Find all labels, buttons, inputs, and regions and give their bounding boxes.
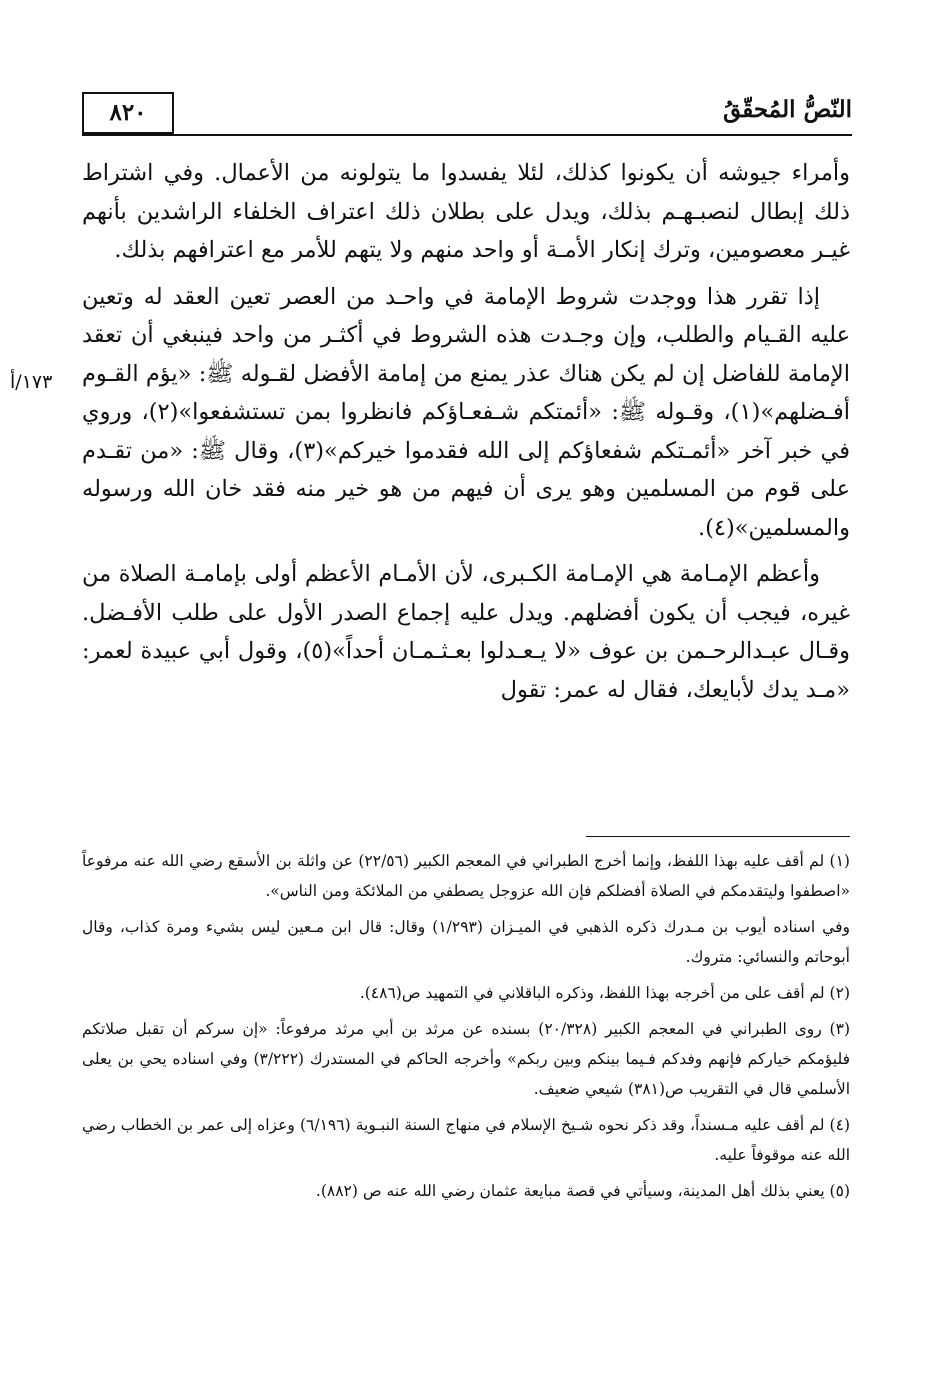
footnote-1: (١) لم أقف عليه بهذا اللفظ، وإنما أخرج الطبراني في المعجم الكبير (٢٢/٥٦) عن واثلة بن الأسقع رضي الله عنه مرفوعاً «اصطفوا وليتقدمكم في الصلاة أفضلكم فإن الله عزوجل يصطفي من الملائكة ومن الناس». — [82, 852, 850, 900]
footnote-1-continuation: وفي اسناده أيوب بن مـدرك ذكره الذهبي في الميـزان (١/٢٩٣) وقال: قال ابن مـعين ليس بشيء ومرة كذاب، وقال أبوحاتم والنسائي: متروك. — [82, 918, 850, 966]
paragraph-1: وأمراء جيوشه أن يكونوا كذلك، لئلا يفسدوا ما يتولونه من الأعمال. وفي اشتراط ذلك إبطال لنصبـهـم بذلك، ويدل على بطلان ذلك اعتراف الخلفاء الراشدين بأنهم غيـر معصومين، وترك إنكار الأمـة أو واحد منهم ولا يتهم للأمر مع اعترافهم بذلك. — [82, 160, 850, 263]
footnote-4: (٤) لم أقف عليه مـسنداً، وقد ذكر نحوه شـيخ الإسلام في منهاج السنة النبـوية (٦/١٩٦) وعزاه إلى عمر بن الخطاب رضي الله عنه موقوفاً عليه. — [82, 1116, 850, 1164]
footnotes — [82, 846, 850, 1212]
footnote-2: (٢) لم أقف على من أخرجه بهذا اللفظ، وذكره الباقلاني في التمهيد ص(٤٨٦). — [359, 984, 850, 1002]
header-rule — [82, 134, 852, 136]
footnote-3: (٣) روى الطبراني في المعجم الكبير (٢٠/٣٢٨) بسنده عن مرثد بن أبي مرثد مرفوعاً: «إن سركم أن تقبل صلاتكم فليؤمكم خياركم فإنهم وفدكم فـيما بينكم وبين ربكم» وأخرجه الحاكم في المستدرك (٣/٢٢٢) وفي اسناده يحي بن يعلى الأسلمي قال في التقريب ص(٣٨١) شيعي ضعيف. — [82, 1020, 850, 1098]
paragraph-2: إذا تقرر هذا ووجدت شروط الإمامة في واحـد من العصر تعين العقد له وتعين عليه القـيام والطلب، وإن وجـدت هذه الشروط في أكثـر من واحد فينبغي أن تعقد الإمامة للفاضل إن لم يكن هناك عذر يمنع من إمامة الأفضل لقـوله ﷺ: «يؤم القـوم أفـضلهم»(١)، وقـوله ﷺ: «أئمتكم شـفعـاؤكم فانظروا بمن تستشفعوا»(٢)، وروي في خبر آخر «أئمـتكم شفعاؤكم إلى الله فقدموا خيركم»(٣)، وقال ﷺ: «من تقـدم على قوم من المسلمين وهو يرى أن فيهم من هو خير منه فقد خان الله ورسوله والمسلمين»(٤). — [82, 283, 851, 541]
page-header — [82, 92, 852, 138]
footnote-5: (٥) يعني بذلك أهل المدينة، وسيأتي في قصة مبايعة عثمان رضي الله عنه ص (٨٨٢). — [315, 1182, 850, 1200]
paragraph-3: وأعظم الإمـامة هي الإمـامة الكـبرى، لأن الأمـام الأعظم أولى بإمامـة الصلاة من غيره، فيجب أن يكون أفضلهم. ويدل عليه إجماع الصدر الأول على طلب الأفـضل. وقـال عبـدالرحـمن بن عوف «لا يـعـدلوا بعـثـمـان أحداً»(٥)، وقول أبي عبيدة لعمر: «مـد يدك لأبايعك، فقال له عمر: تقول — [82, 561, 850, 703]
margin-folio-reference: ١٧٣/أ — [10, 371, 53, 393]
main-text — [82, 154, 850, 717]
running-title: النّصُّ المُحقّقُ — [723, 96, 852, 123]
page-number: ٨٢٠ — [82, 92, 174, 134]
footnote-separator — [586, 836, 850, 837]
